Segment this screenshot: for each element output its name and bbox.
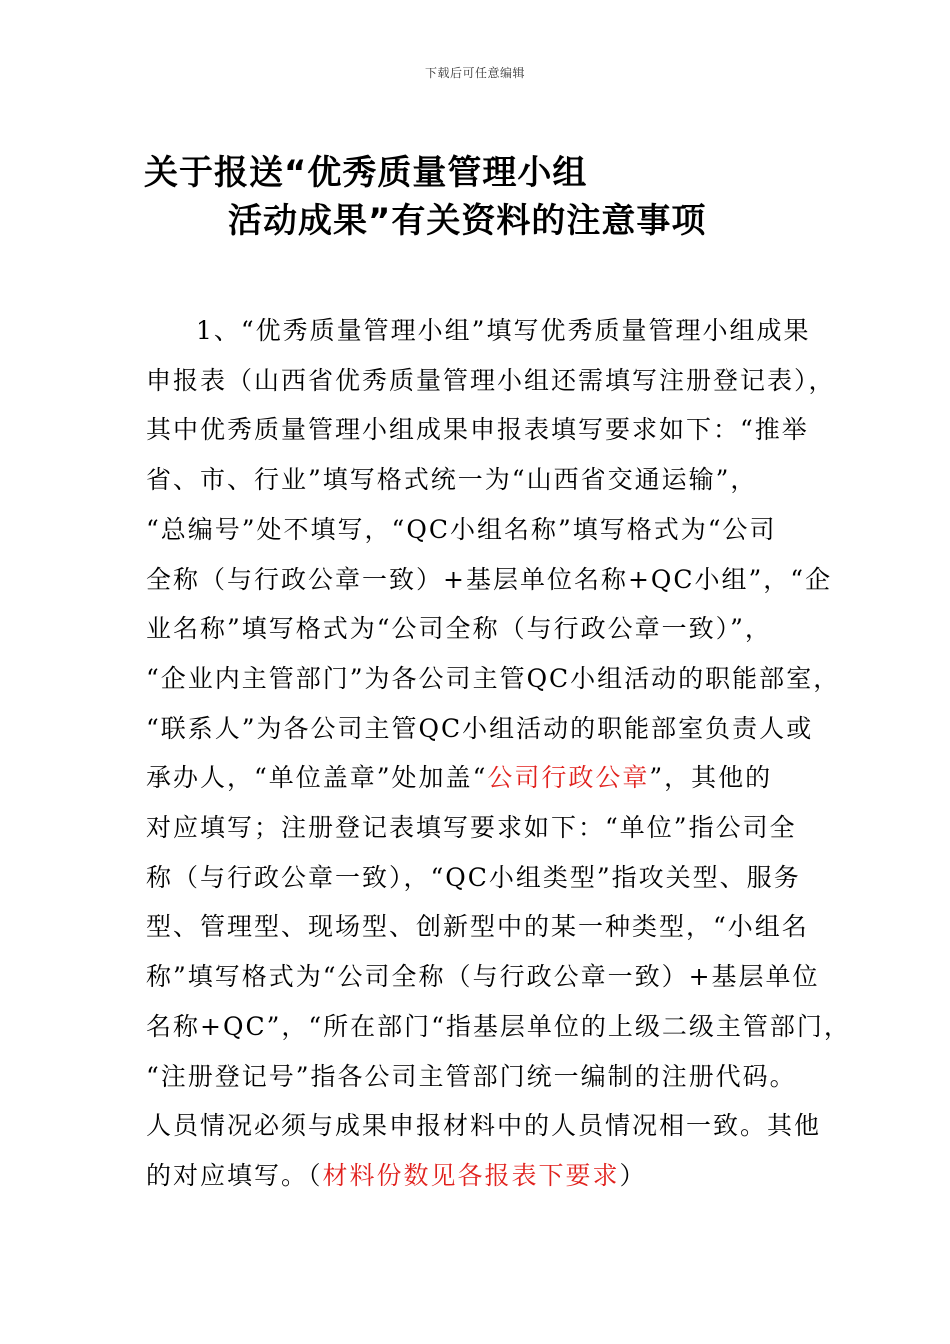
body-line: “企业内主管部门”为各公司主管QC小组活动的职能部室， xyxy=(146,663,841,693)
body-text-segment: 的对应填写。（ xyxy=(146,1160,323,1190)
body-line: 1、“优秀质量管理小组”填写优秀质量管理小组成果 xyxy=(196,316,811,345)
body-line: 称”填写格式为“公司全称（与行政公章一致）+基层单位 xyxy=(146,962,820,992)
body-text-segment: ） xyxy=(619,1160,647,1190)
body-text-segment: 承办人，“单位盖章”处加盖“ xyxy=(146,763,488,793)
document-title-line-2: 活动成果”有关资料的注意事项 xyxy=(228,201,707,241)
emphasis-text: 公司行政公章 xyxy=(487,763,650,793)
body-line: “总编号”处不填写，“QC小组名称”填写格式为“公司 xyxy=(146,514,777,544)
body-line: 名称+QC”，“所在部门“指基层单位的上级二级主管部门， xyxy=(146,1011,851,1041)
body-line: 称（与行政公章一致），“QC小组类型”指攻关型、服务 xyxy=(146,862,801,892)
body-line xyxy=(146,753,816,803)
body-text-segment: ”，其他的 xyxy=(649,763,773,793)
body-line: 业名称”填写格式为“公司全称（与行政公章一致）”， xyxy=(146,614,772,644)
body-line: 型、管理型、现场型、创新型中的某一种类型，“小组名 xyxy=(146,912,809,942)
body-line: 省、市、行业”填写格式统一为“山西省交通运输”， xyxy=(146,465,758,495)
header-note: 下载后可任意编辑 xyxy=(424,66,525,80)
body-line: 全称（与行政公章一致）+基层单位名称+QC小组”，“企 xyxy=(146,564,833,594)
body-paragraph xyxy=(146,306,851,1201)
body-line: 人员情况必须与成果申报材料中的人员情况相一致。其他 xyxy=(146,1111,822,1141)
document-title-line-1: 关于报送“优秀质量管理小组 xyxy=(144,153,588,193)
body-line xyxy=(146,1151,816,1201)
body-line: “联系人”为各公司主管QC小组活动的职能部室负责人或 xyxy=(146,713,814,743)
body-line: 申报表（山西省优秀质量管理小组还需填写注册登记表）， xyxy=(146,365,836,395)
body-line: 对应填写；注册登记表填写要求如下：“单位”指公司全 xyxy=(146,813,797,843)
body-line: 其中优秀质量管理小组成果申报表填写要求如下：“推举 xyxy=(146,415,809,445)
emphasis-text: 材料份数见各报表下要求 xyxy=(322,1160,620,1190)
body-line: “注册登记号”指各公司主管部门统一编制的注册代码。 xyxy=(146,1061,797,1091)
